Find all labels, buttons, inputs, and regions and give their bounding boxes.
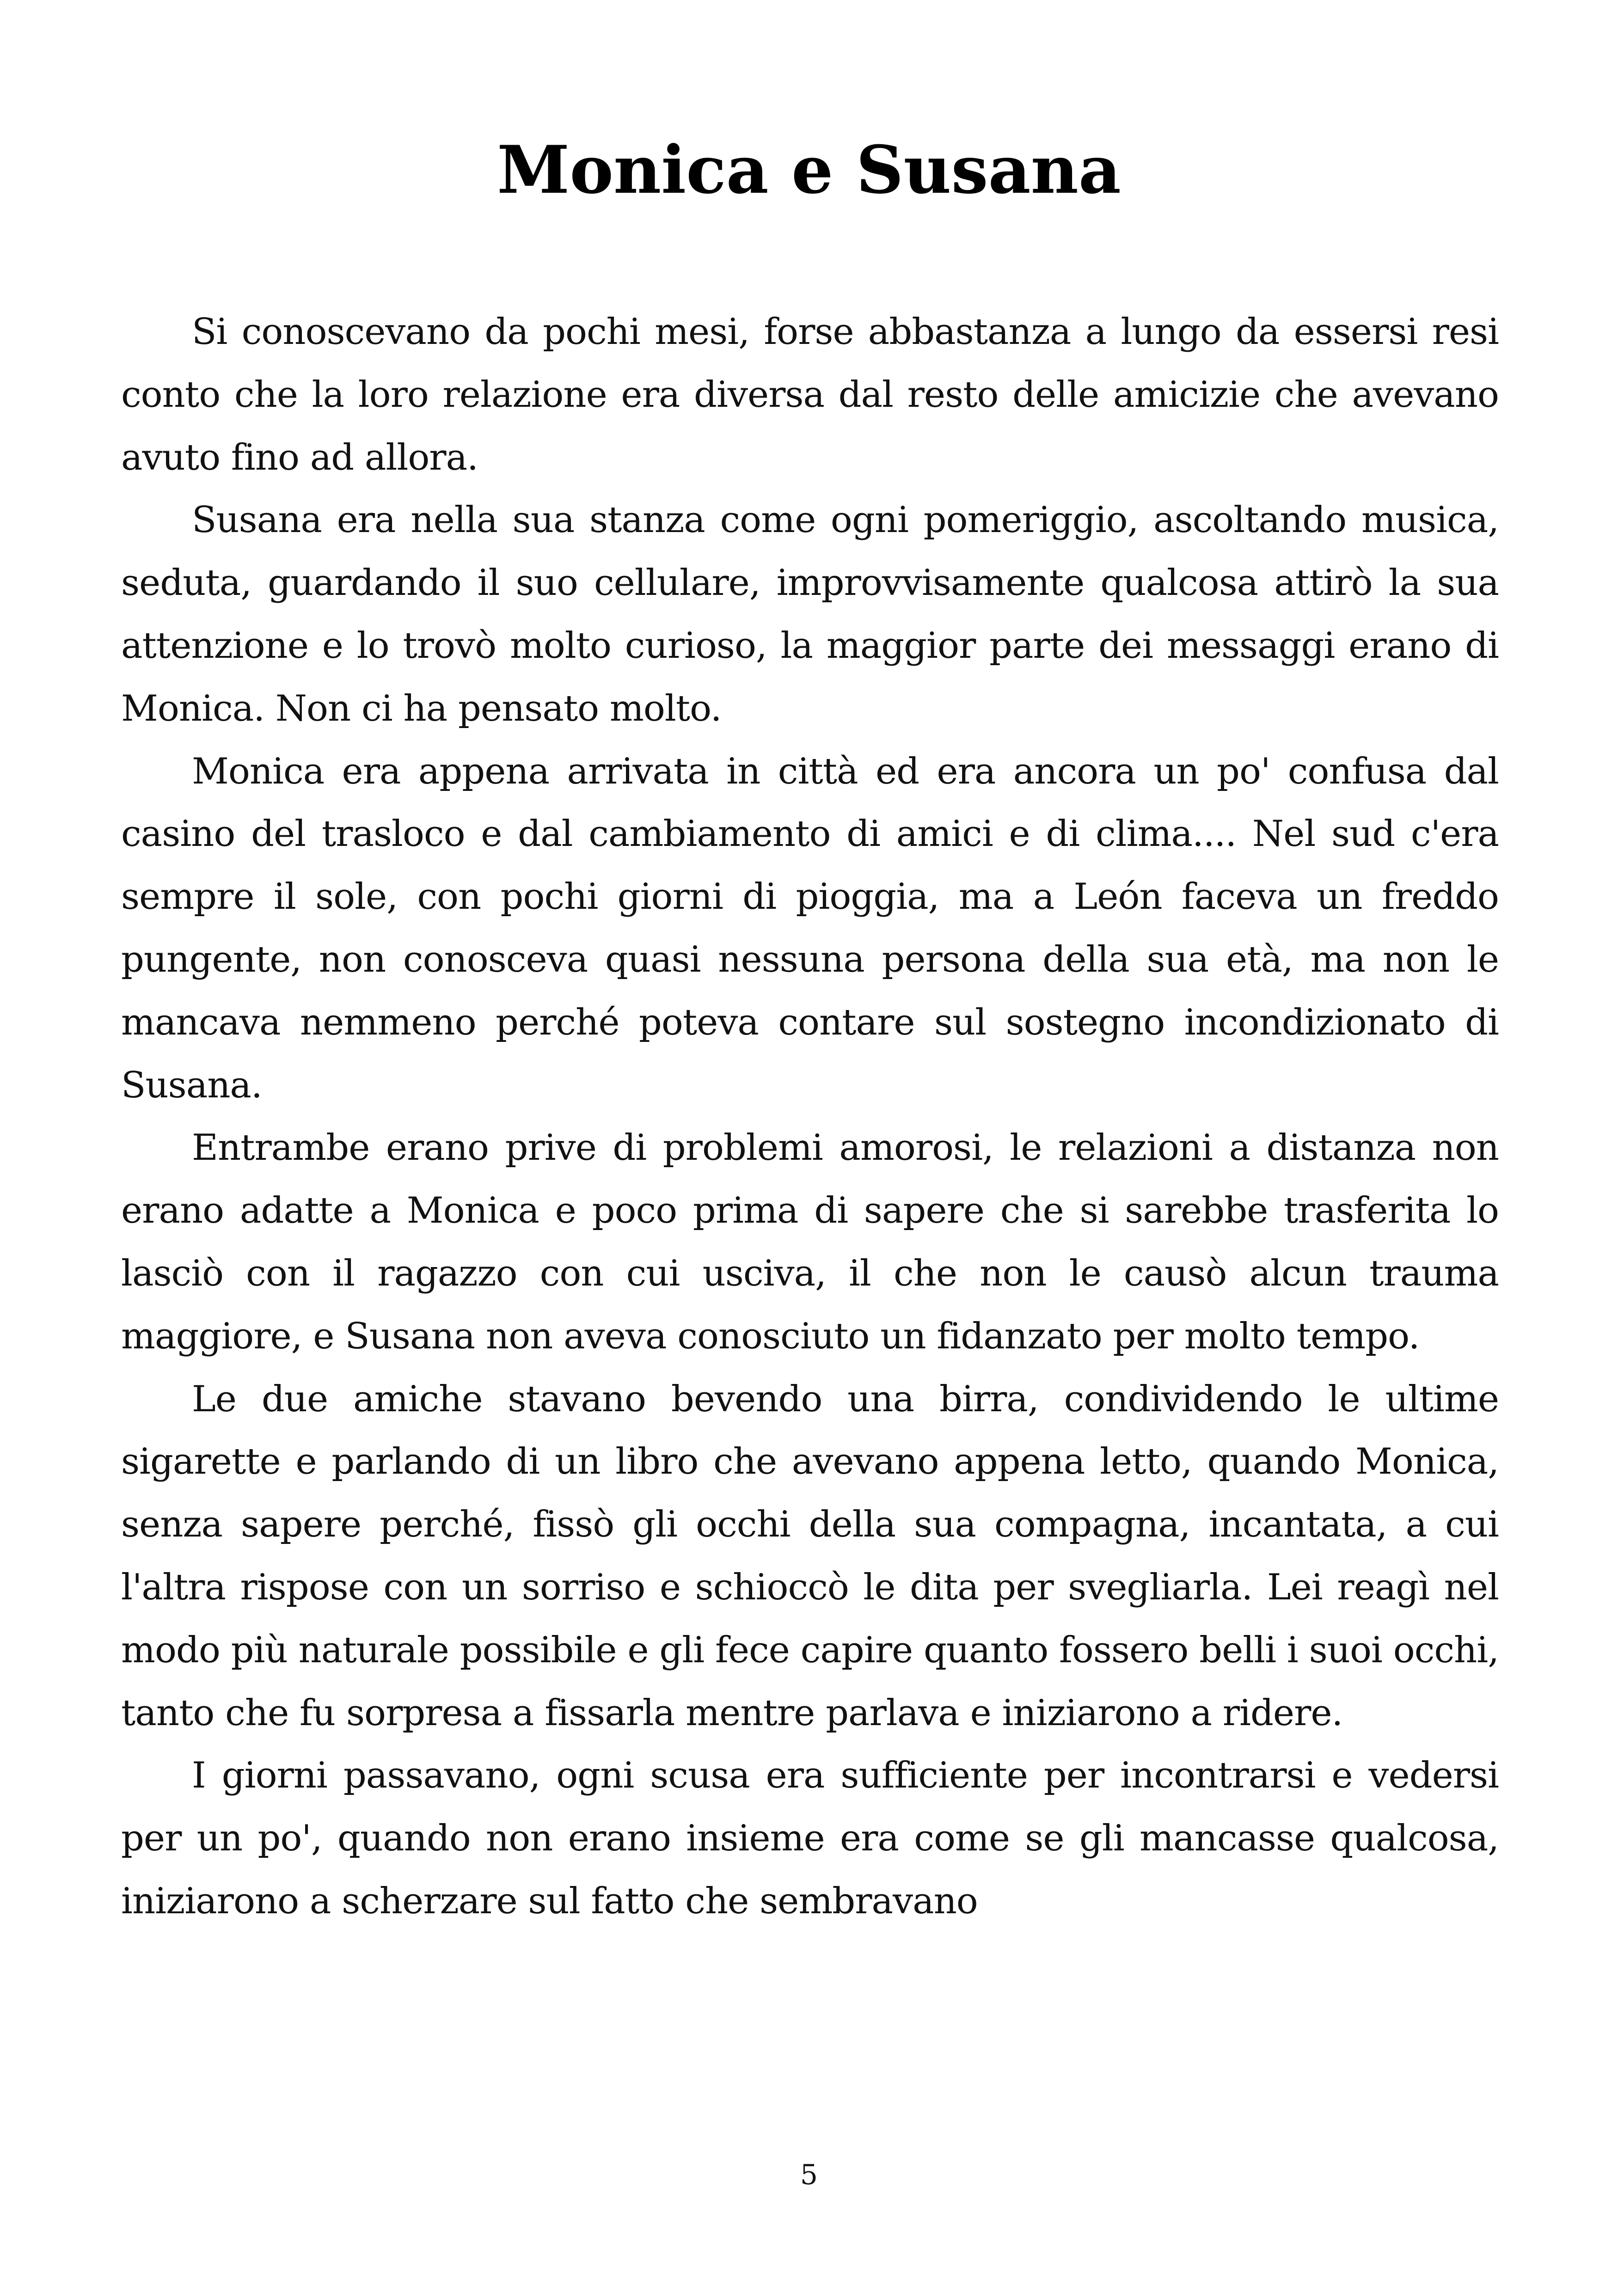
page-number: 5	[800, 2159, 818, 2191]
paragraph: I giorni passavano, ogni scusa era sufficiente per incontrarsi e vedersi per un po', quando non erano insieme era come se gli mancasse qualcosa, iniziarono a scherzare sul fatto che sembravano	[121, 1755, 1499, 1922]
paragraph: Le due amiche stavano bevendo una birra, condividendo le ultime sigarette e parlando di un libro che avevano appena letto, quando Monica, senza sapere perché, fissò gli occhi della sua compagna, incantata, a cui l'altra rispose con un sorriso e schioccò le dita per svegliarla. Lei reagì nel modo più naturale possibile e gli fece capire quanto fossero belli i suoi occhi, tanto che fu sorpresa a fissarla mentre parlava e iniziarono a ridere.	[121, 1378, 1499, 1734]
paragraph: Monica era appena arrivata in città ed era ancora un po' confusa dal casino del trasloco e dal cambiamento di amici e di clima.... Nel sud c'era sempre il sole, con pochi giorni di pioggia, ma a León faceva un freddo pungente, non conosceva quasi nessuna persona della sua età, ma non le mancava nemmeno perché poteva contare sul sostegno incondizionato di Susana.	[121, 750, 1499, 1106]
paragraph: Entrambe erano prive di problemi amorosi, le relazioni a distanza non erano adatte a Monica e poco prima di sapere che si sarebbe trasferita lo lasciò con il ragazzo con cui usciva, il che non le causò alcun trauma maggiore, e Susana non aveva conosciuto un fidanzato per molto tempo.	[121, 1127, 1499, 1357]
paragraph: Susana era nella sua stanza come ogni pomeriggio, ascoltando musica, seduta, guardando il suo cellulare, improvvisamente qualcosa attirò la sua attenzione e lo trovò molto curioso, la maggior parte dei messaggi erano di Monica. Non ci ha pensato molto.	[121, 499, 1499, 729]
paragraph: Si conoscevano da pochi mesi, forse abbastanza a lungo da essersi resi conto che la loro relazione era diversa dal resto delle amicizie che avevano avuto fino ad allora.	[121, 311, 1499, 478]
body-text	[121, 301, 1499, 1933]
chapter-title: Monica e Susana	[497, 132, 1121, 208]
